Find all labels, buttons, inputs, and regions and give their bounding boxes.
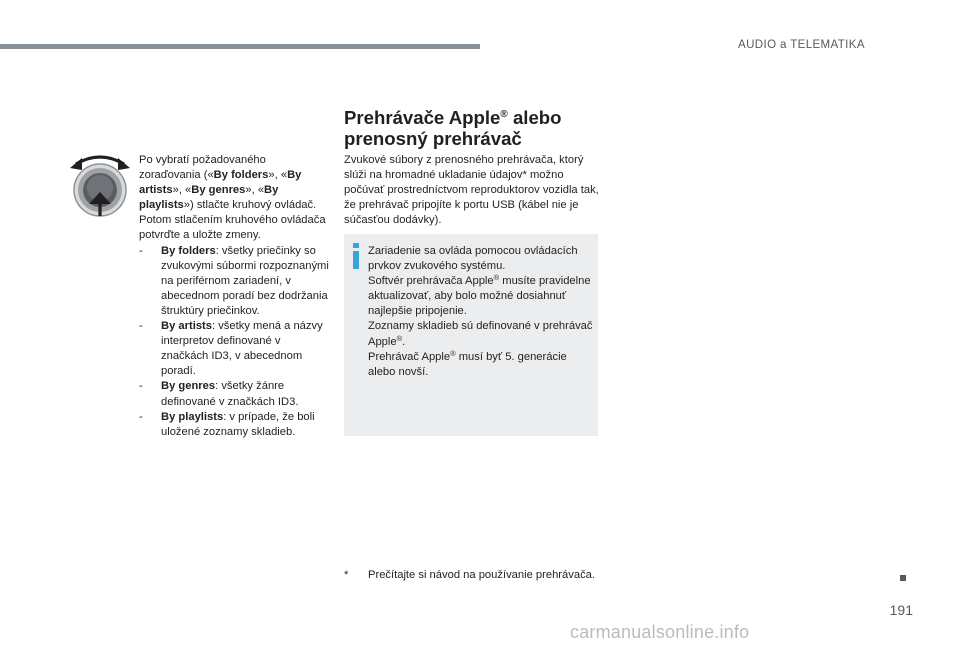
footnote-mark: * bbox=[344, 569, 349, 581]
page-title: Prehrávače Apple® alebo prenosný prehrávač bbox=[344, 107, 562, 149]
intro-paragraph: Zvukové súbory z prenosného prehrávača, ktorý slúži na hromadné ukladanie údajov* možno počúvať prostredníctvom reproduktorov vozidla tak, že prehrávač pripojíte k portu USB (kábel nie je súčasťou dodávky). bbox=[344, 154, 599, 227]
watermark: carmanualsonline.info bbox=[570, 622, 750, 642]
info-note-text: Zariadenie sa ovláda pomocou ovládacích prvkov zvukového systému. Softvér prehrávača Apple® musíte pravidelne aktualizovať, aby bolo možné dosiahnuť najlepšie pripojenie. Zoznamy skladieb sú definované v prehrávač Apple®. Prehrávač Apple® musí byť 5. generácie alebo novší. bbox=[368, 245, 593, 378]
rotary-knob-icon bbox=[68, 152, 132, 218]
option-by-playlists: By playlists bbox=[139, 184, 279, 212]
sorting-instructions bbox=[139, 153, 329, 440]
header-bar bbox=[0, 44, 480, 49]
confirm-text: Potom stlačením kruhového ovládača potvrďte a uložte zmeny. bbox=[139, 214, 326, 242]
footnote-text: Prečítajte si návod na používanie prehrávača. bbox=[368, 569, 595, 581]
option-by-genres: By genres bbox=[191, 184, 246, 197]
sort-intro: Po vybratí požadovaného zoraďovania («By folders», «By artists», «By genres», «By playlists») stlačte kruhový ovládač. bbox=[139, 154, 317, 212]
list-item: - By artists: všetky mená a názvy interpretov definované v značkách ID3, v abecednom poradí. bbox=[139, 320, 323, 378]
option-by-folders: By folders bbox=[213, 169, 269, 182]
info-icon bbox=[352, 243, 360, 269]
continuation-marker bbox=[900, 575, 906, 581]
list-item: - By folders: všetky priečinky so zvukovými súbormi rozpoznanými na periférnom zariadení, v abecednom poradí bez dodržania štruktúry priečinkov. bbox=[139, 244, 329, 317]
footnote bbox=[344, 568, 604, 583]
option-by-artists: By artists bbox=[139, 169, 302, 197]
section-title: AUDIO a TELEMATIKA bbox=[738, 39, 865, 51]
page-number: 191 bbox=[889, 602, 913, 618]
list-item: - By playlists: v prípade, že boli uložené zoznamy skladieb. bbox=[139, 410, 315, 438]
list-item: - By genres: všetky žánre definované v značkách ID3. bbox=[139, 380, 299, 408]
